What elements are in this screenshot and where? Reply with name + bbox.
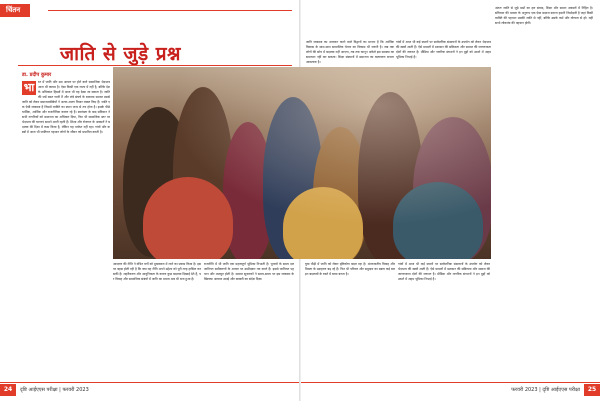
headline-rule [18, 65, 292, 66]
left-column-2: आरक्षण की नीति ने वंचित वर्गों को मुख्यधारा में लाने का प्रयास किया है। इस पर बहस होती रही है कि क्या यह नीति अपने उद्देश्य को पूरी तरह हासिल कर सकी है। शहरीकरण और आधुनिकता के कारण कुछ बदलाव दिखाई देते हैं, पर विवाह और सामाजिक संबंधों में जाति का प्रभाव अब भी बना हुआ है। [113, 262, 201, 281]
section-tab: चिंतन [0, 4, 30, 17]
right-column-3: अंततः जाति से जुड़े प्रश्नों का हल संवाद, शिक्षा और समान अवसरों में निहित है। संविधान की भावना के अनुरूप एक ऐसा समाज बनाना हमारी जिम्मेदारी है जहां किसी व्यक्ति की पहचान उसकी जाति से नहीं, बल्कि उसके कर्म और योग्यता से हो। यही सच्चे लोकतंत्र की पहचान होगी। [495, 6, 593, 25]
crowd-photo [113, 67, 491, 259]
footer-left-text: दृष्टि आईएएस परीक्षा | फरवरी 2023 [20, 387, 89, 393]
page-number-left: 24 [0, 384, 16, 396]
lead-paragraph: रत में जाति और उस आधार पर होने वाले सामाजिक भेदभाव आज भी कायम है। ऐसा किसी एक राज्य में नहीं है, बल्कि देश के अधिकांश हिस्सों में आज भी यह देखा जा सकता है। जाति की जड़ें बहुत गहरी हैं और लंबे संघर्ष के बावजूद समाज इससे [38, 80, 110, 98]
right-column-2-bottom: गांवों में आज भी कई स्थानों पर सार्वजनिक संसाधनों के उपयोग को लेकर भेदभाव की खबरें आती हैं। ऐसे मामलों में प्रशासन की सक्रियता और समाज की जागरूकता दोनों की जरूरत है। मीडिया और नागरिक संगठनों ने इन मुद्दों को उठाने में अहम भूमिका निभाई है। [398, 262, 490, 281]
footer-rule-left [0, 382, 299, 383]
footer-right-text: फरवरी 2023 | दृष्टि आईएएस परीक्षा [511, 387, 580, 393]
right-column-1-top: जाति व्यवस्था का अध्ययन करने वाले विद्वानों का मानना है कि आर्थिक विकास के साथ-साथ सामाजिक चेतना का विकास भी जरूरी है। जब तक लोगों की सोच में बदलाव नहीं आएगा, तब तक कानून अकेले इस समस्या का समाधान नहीं कर सकता। शिक्षा संस्थानों में समानता का वातावरण बनाना आवश्यक है। [306, 40, 394, 64]
page-number-right: 25 [584, 384, 600, 396]
article-byline: डा. प्रदीप कुमार [22, 72, 52, 78]
section-rule [48, 10, 292, 11]
drop-cap: भा [23, 81, 35, 94]
right-column-1-bottom: युवा पीढ़ी में जाति को लेकर दृष्टिकोण बदल रहा है। अंतरजातीय विवाह और मित्रता के उदाहरण बढ़ रहे हैं। फिर भी परिवार और समुदाय का दबाव कई बार इन बदलावों के रास्ते में बाधा बनता है। [305, 262, 395, 276]
footer-right [301, 384, 600, 396]
right-column-2-top: गांवों में आज भी कई स्थानों पर सार्वजनिक संसाधनों के उपयोग को लेकर भेदभाव की खबरें आती हैं। ऐसे मामलों में प्रशासन की सक्रियता और समाज की जागरूकता दोनों की जरूरत है। मीडिया और नागरिक संगठनों ने इन मुद्दों को उठाने में अहम भूमिका निभाई है। [396, 40, 491, 59]
footer-left [0, 384, 299, 396]
article-headline: जाति से जुड़े प्रश्न [60, 43, 181, 65]
left-column-3: राजनीति में भी जाति एक महत्वपूर्ण भूमिका निभाती है। चुनावों के समय दल जातिगत समीकरणों के आधार पर उम्मीदवार तय करते हैं। इससे जातिगत पहचान और मजबूत होती है। समाज सुधारकों ने समय-समय पर इस व्यवस्था के खिलाफ आवाज उठाई और बराबरी का संदेश दिया। [204, 262, 294, 281]
left-column-1: जाति को लेकर समाजशास्त्रियों ने अलग-अलग विचार व्यक्त किए हैं। जाति एक ऐसी व्यवस्था है जिसमें व्यक्ति का स्थान जन्म से तय होता है। इसके पीछे धार्मिक, आर्थिक और राजनीतिक कारण रहे हैं। स्वतंत्रता के बाद संविधान ने सभी नागरिकों को समानता का अधिकार दिया, फिर भी सामाजिक स्तर पर भेदभाव की घटनाएं सामने आती रहती हैं। शिक्षा और रोजगार के अवसरों ने बदलाव की दिशा में काम किया है, लेकिन यह पर्याप्त नहीं रहा। गांवों और कस्बों में आज भी जातिगत पहचान लोगों के जीवन को प्रभावित करती है। [22, 100, 110, 134]
footer-rule-right [301, 382, 600, 383]
